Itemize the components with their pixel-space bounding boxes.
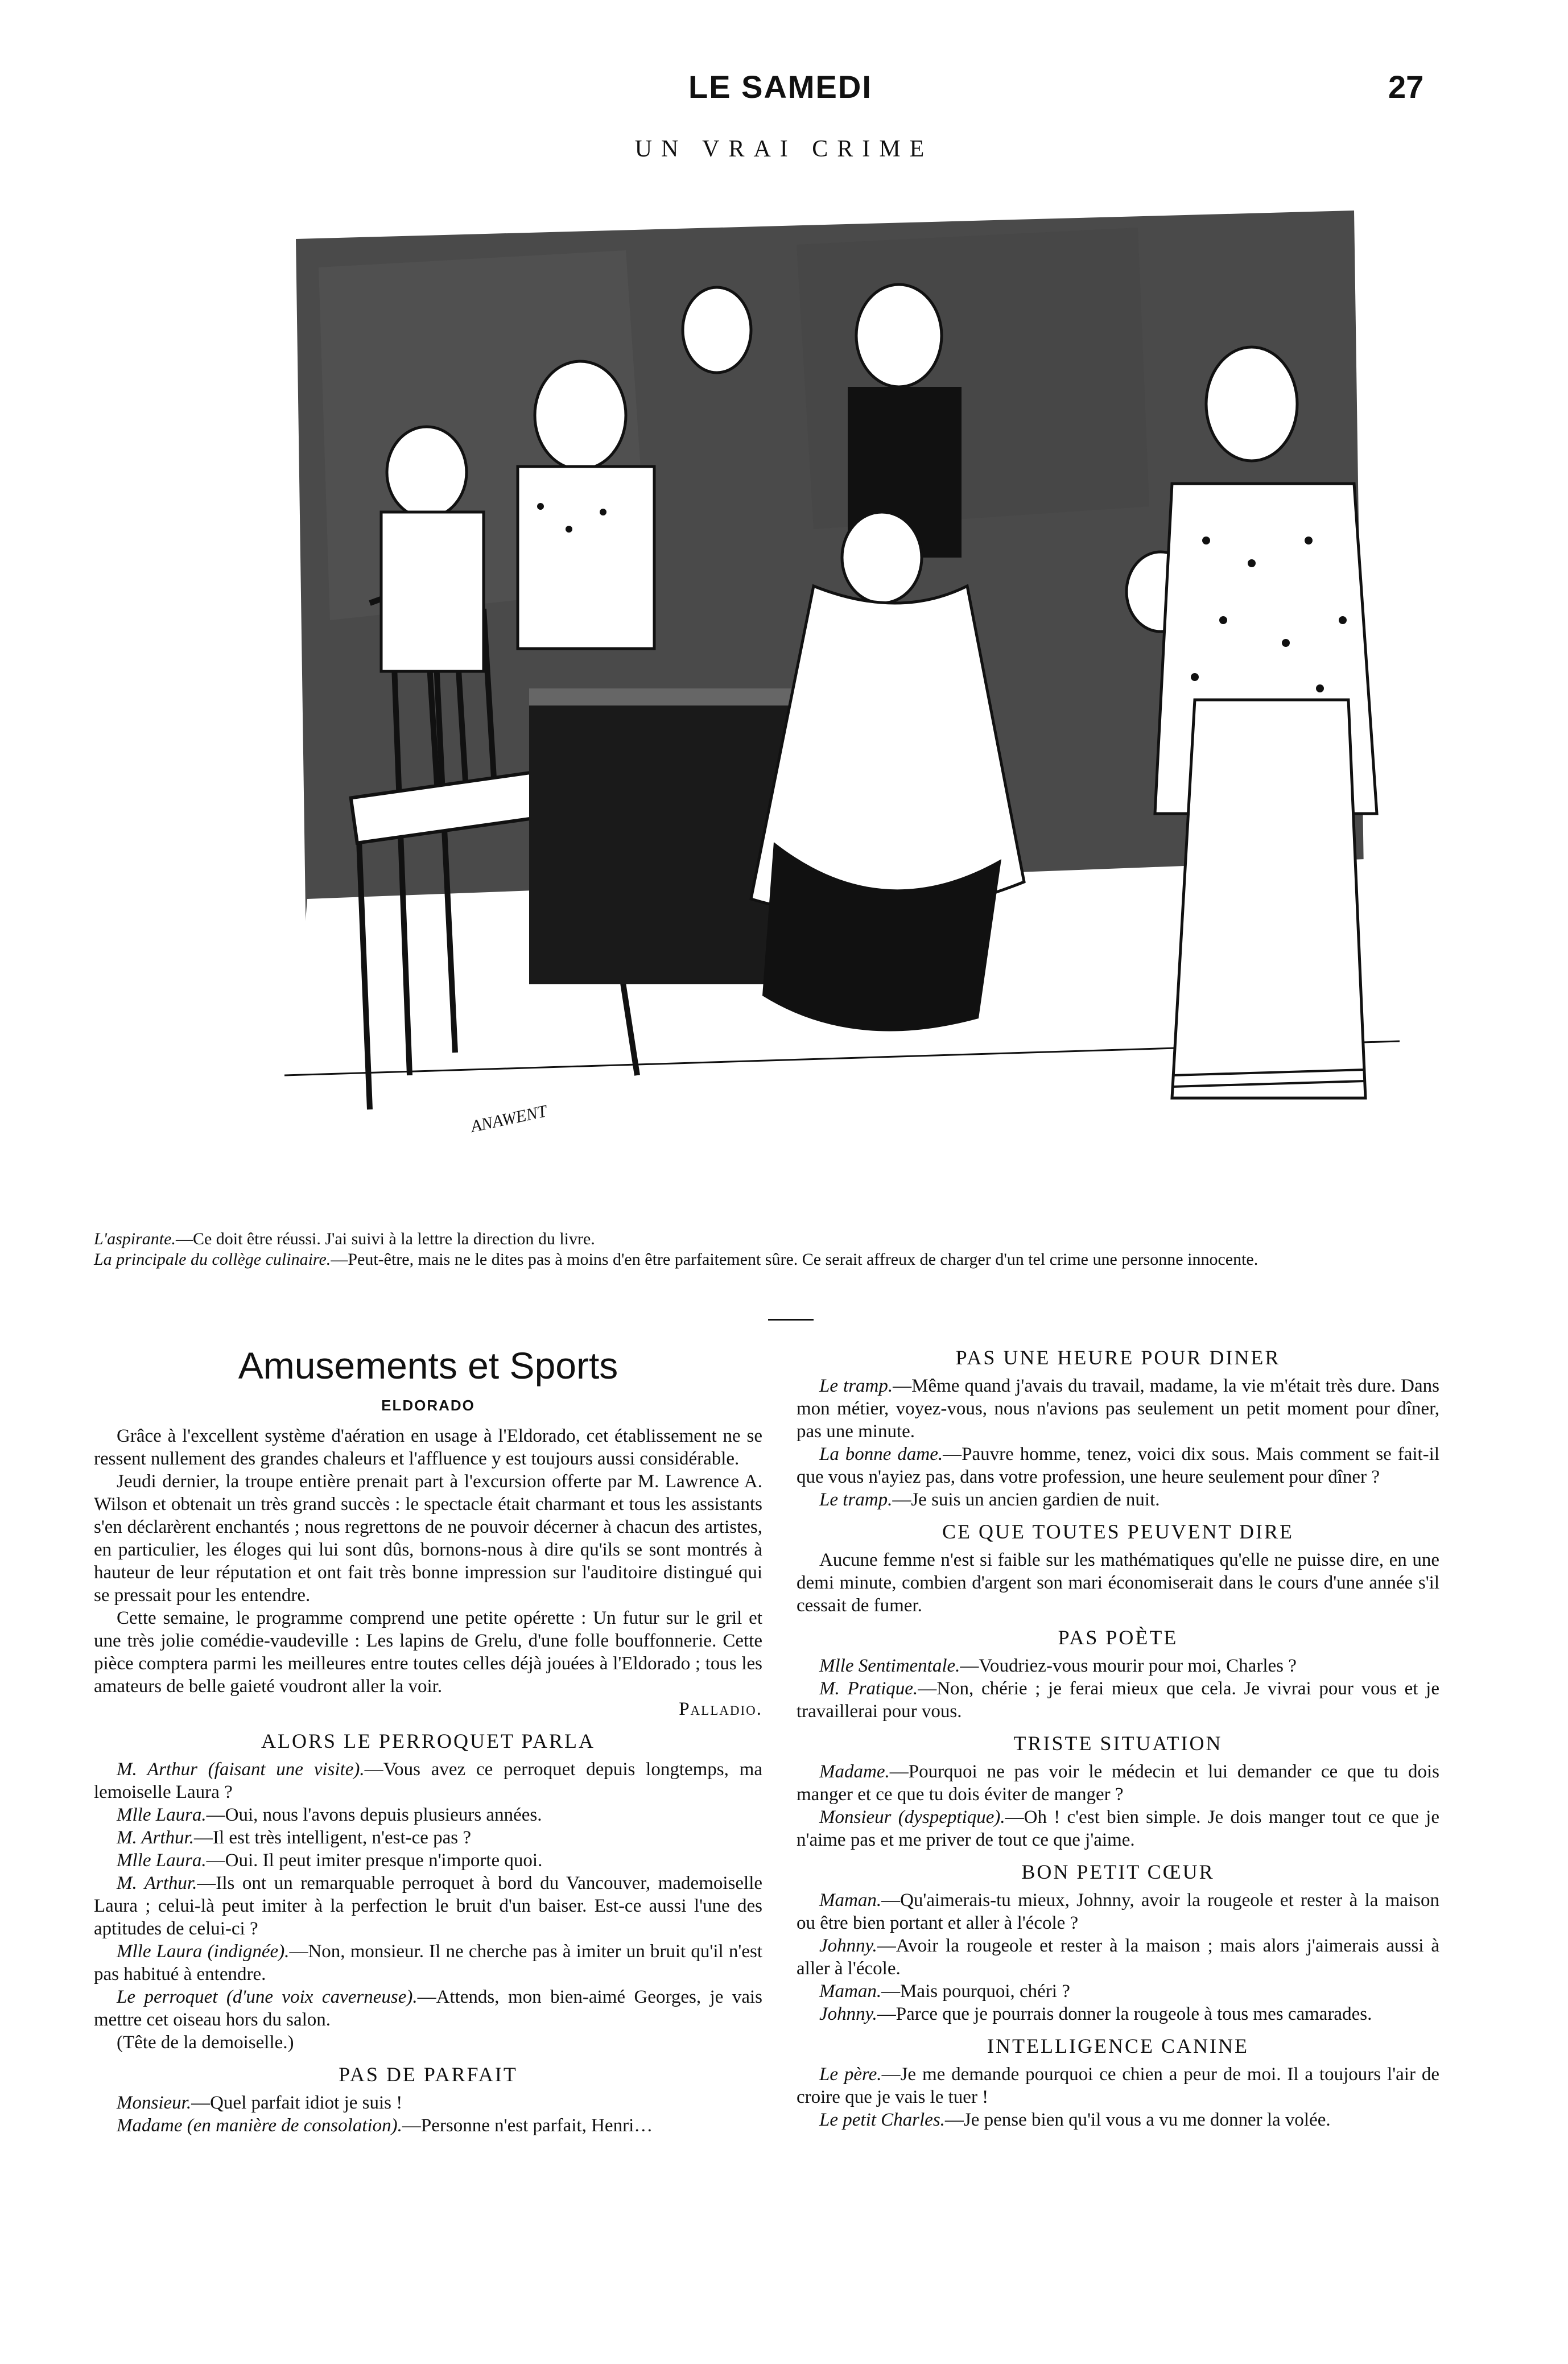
dialogue-text: —Quel parfait idiot je suis ! xyxy=(191,2093,403,2113)
speaker: Johnny. xyxy=(819,1936,877,1956)
dialogue-text: —Mais pourquoi, chéri ? xyxy=(881,1981,1070,2002)
dialogue-line xyxy=(797,1443,1439,1488)
artist-signature: ANAWENT xyxy=(469,1101,549,1136)
dialogue-line xyxy=(94,1940,762,1986)
speaker: M. Pratique. xyxy=(819,1678,918,1699)
right-sections xyxy=(797,1346,1439,2131)
speaker: Le perroquet (d'une voix caverneuse). xyxy=(117,1987,418,2007)
page-header xyxy=(0,68,1568,119)
caption-line xyxy=(94,1249,1459,1270)
dialogue-line xyxy=(797,1375,1439,1443)
dialogue-line xyxy=(797,2003,1439,2025)
speaker: Mlle Laura (indignée). xyxy=(117,1941,290,1962)
speaker: Le petit Charles. xyxy=(819,2110,945,2130)
dialogue-text: —Non, monsieur. Il ne cherche pas à imiter un bruit qu'il n'est pas habitué à entendre. xyxy=(94,1941,762,1985)
dialogue-text: —Attends, mon bien-aimé Georges, je vais mettre cet oiseau hors du salon. xyxy=(94,1987,762,2030)
speaker: Monsieur (dyspeptique). xyxy=(819,1807,1005,1827)
dialogue-text: —Voudriez-vous mourir pour moi, Charles ? xyxy=(960,1656,1297,1676)
speaker: M. Arthur. xyxy=(117,1827,194,1848)
joke-title: INTELLIGENCE CANINE xyxy=(987,2035,1249,2057)
left-sections xyxy=(94,1730,762,2137)
speaker: Mlle Laura. xyxy=(117,1850,207,1871)
speaker: Madame. xyxy=(819,1761,890,1782)
dialogue-line xyxy=(797,1934,1439,1980)
newspaper-title: LE SAMEDI xyxy=(688,69,872,105)
speaker: Monsieur. xyxy=(117,2093,192,2113)
dialogue-line xyxy=(94,1986,762,2031)
dialogue-text: —Personne n'est parfait, Henri… xyxy=(402,2115,653,2136)
joke-title: PAS UNE HEURE POUR DINER xyxy=(955,1346,1281,1369)
dialogue-text: —Parce que je pourrais donner la rougeole à tous mes camarades. xyxy=(877,2004,1372,2024)
joke-title: PAS POÈTE xyxy=(1058,1626,1178,1649)
joke-title: CE QUE TOUTES PEUVENT DIRE xyxy=(942,1520,1294,1543)
dialogue-line xyxy=(94,2114,762,2137)
dialogue-line xyxy=(94,1758,762,1804)
speaker: Le père. xyxy=(819,2064,882,2085)
dialogue-text: —Avoir la rougeole et rester à la maison ; mais alors j'aimerais aussi à aller à l'école. xyxy=(797,1936,1439,1979)
speaker: Mlle Laura. xyxy=(117,1805,207,1825)
divider xyxy=(768,1319,814,1321)
joke-title: PAS DE PARFAIT xyxy=(339,2063,518,2086)
speaker: Le tramp. xyxy=(819,1376,893,1396)
speaker: Maman. xyxy=(819,1890,882,1911)
dialogue-line xyxy=(797,1655,1439,1677)
caption-text: —Ce doit être réussi. J'ai suivi à la lettre la direction du livre. xyxy=(175,1230,595,1248)
dialogue-line xyxy=(94,2031,762,2054)
dialogue-text: —Je pense bien qu'il vous a vu me donner la volée. xyxy=(944,2110,1331,2130)
speaker: Johnny. xyxy=(819,2004,877,2024)
article-paragraph: Jeudi dernier, la troupe entière prenait part à l'excursion offerte par M. Lawrence A. Wilson et obtenait un très grand succès : le spectacle était charmant et tous les assistants s'en déclarèrent enchantés ; nous regrettons de ne pouvoir décerner à chacun des artistes, en particulier, les éloges qui lui sont dûs, bornons-nous à dire qu'ils se sont montrés à hauteur de leur réputation et ont fait très bonne impression sur l'auditoire distingué qui se pressait pour les entendre. xyxy=(94,1471,762,1606)
joke-title: TRISTE SITUATION xyxy=(1013,1732,1223,1755)
speaker: Mlle Sentimentale. xyxy=(819,1656,960,1676)
speaker: Madame (en manière de consolation). xyxy=(117,2115,402,2136)
speaker: M. Arthur. xyxy=(117,1873,197,1893)
dialogue-line xyxy=(797,1980,1439,2003)
caption-speaker: La principale du collège culinaire. xyxy=(94,1250,331,1269)
kitchen-scene-engraving xyxy=(284,188,1400,1195)
dialogue-line xyxy=(797,2109,1439,2131)
dialogue-text: Aucune femme n'est si faible sur les mathématiques qu'elle ne puisse dire, en une demi minute, combien d'argent son mari économiserait dans le cours d'une année s'il cessait de fumer. xyxy=(797,1550,1439,1616)
dialogue-line xyxy=(94,2091,762,2114)
illustration-title: UN VRAI CRIME xyxy=(634,136,934,162)
dialogue-text: —Pauvre homme, tenez, voici dix sous. Mais comment se fait-il que vous n'ayiez pas, dans votre profession, une heure seulement pour dîner ? xyxy=(797,1444,1440,1487)
dialogue-text: —Vous avez ce perroquet depuis longtemps, ma lemoiselle Laura ? xyxy=(94,1759,762,1802)
page-number: 27 xyxy=(1388,69,1424,105)
speaker: Le tramp. xyxy=(819,1490,893,1510)
dialogue-text: —Pourquoi ne pas voir le médecin et lui demander ce que tu dois manger et ce que tu dois éviter de manger ? xyxy=(797,1761,1439,1805)
illustration xyxy=(284,188,1400,1195)
dialogue-text: —Oui. Il peut imiter presque n'importe quoi. xyxy=(206,1850,543,1871)
section-subheading: ELDORADO xyxy=(381,1397,475,1414)
dialogue-text: —Je suis un ancien gardien de nuit. xyxy=(892,1490,1160,1510)
speaker: Maman. xyxy=(819,1981,882,2002)
speaker: La bonne dame. xyxy=(819,1444,943,1464)
dialogue-line xyxy=(797,1760,1439,1806)
article-paragraph: Cette semaine, le programme comprend une petite opérette : Un futur sur le gril et une très jolie comédie-vaudeville : Les lapins de Grelu, d'une folle bouffonnerie. Cette pièce comptera parmi les meilleures entre toutes celles déjà jouées à l'Eldorado ; tous les amateurs de belle gaieté voudront aller la voir. xyxy=(94,1608,762,1697)
joke-title: ALORS LE PERROQUET PARLA xyxy=(261,1730,596,1752)
article-signature: Palladio. xyxy=(679,1699,762,1719)
article-paragraph: Grâce à l'excellent système d'aération en usage à l'Eldorado, cet établissement ne se ressent nullement des grandes chaleurs et l'affluence y est toujours aussi considérable. xyxy=(94,1426,762,1469)
left-column xyxy=(94,1337,762,2137)
illustration-caption xyxy=(94,1229,1459,1270)
dialogue-text: —Je me demande pourquoi ce chien a peur de moi. Il a toujours l'air de croire que je vais le tuer ! xyxy=(797,2064,1439,2107)
dialogue-text: —Même quand j'avais du travail, madame, la vie m'était très dure. Dans mon métier, voyez-vous, nous n'avions pas seulement un petit moment pour dîner, pas une minute. xyxy=(797,1376,1439,1442)
dialogue-line xyxy=(797,1677,1439,1723)
dialogue-line xyxy=(94,1804,762,1826)
dialogue-text: —Oui, nous l'avons depuis plusieurs années. xyxy=(206,1805,542,1825)
joke-title: BON PETIT CŒUR xyxy=(1021,1860,1215,1883)
dialogue-line xyxy=(797,1549,1439,1617)
dialogue-line xyxy=(94,1872,762,1940)
dialogue-line xyxy=(797,1889,1439,1934)
caption-line xyxy=(94,1229,1459,1249)
caption-speaker: L'aspirante. xyxy=(94,1230,176,1248)
speaker: M. Arthur (faisant une visite). xyxy=(117,1759,365,1780)
right-column xyxy=(797,1337,1439,2131)
dialogue-text: —Ils ont un remarquable perroquet à bord du Vancouver, mademoiselle Laura ; celui-là peut imiter à la perfection le bruit d'un baiser. Est-ce aussi l'une des aptitudes de celui-ci ? xyxy=(94,1873,763,1939)
dialogue-text: (Tête de la demoiselle.) xyxy=(117,2032,294,2053)
dialogue-text: —Il est très intelligent, n'est-ce pas ? xyxy=(194,1827,472,1848)
dialogue-text: —Oh ! c'est bien simple. Je dois manger tout ce que je n'aime pas et me priver de tout ce que j'aime. xyxy=(797,1807,1439,1850)
dialogue-line xyxy=(797,1806,1439,1851)
dialogue-line xyxy=(797,2063,1439,2109)
dialogue-text: —Non, chérie ; je ferai mieux que cela. Je vivrai pour vous et je travaillerai pour vous. xyxy=(797,1678,1439,1722)
dialogue-line xyxy=(797,1488,1439,1511)
dialogue-line xyxy=(94,1826,762,1849)
caption-text: —Peut-être, mais ne le dites pas à moins d'en être parfaitement sûre. Ce serait affreux de charger d'un tel crime une personne innocente. xyxy=(331,1250,1258,1269)
dialogue-text: —Qu'aimerais-tu mieux, Johnny, avoir la rougeole et rester à la maison ou être bien portant et aller à l'école ? xyxy=(797,1890,1439,1933)
dialogue-line xyxy=(94,1849,762,1872)
section-heading: Amusements et Sports xyxy=(238,1344,618,1387)
